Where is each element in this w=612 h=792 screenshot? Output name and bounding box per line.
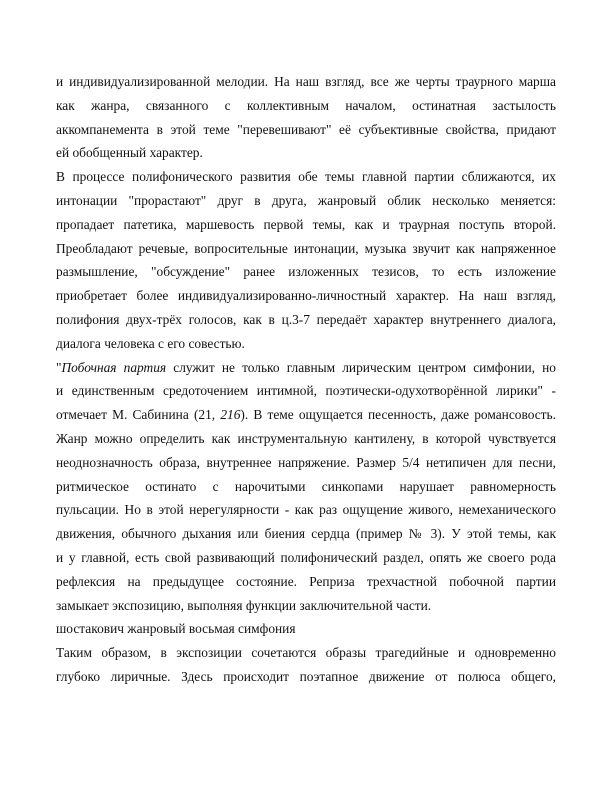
text-line: пульсации. Но в этой нерегулярности - как раз ощущение живого, немеханического [56,502,556,518]
text-line: замыкает экспозицию, выполняя функции заключительной части. [56,597,432,613]
text-line: ритмическое остинато с нарочитыми синкопами нарушает равномерность [56,478,556,494]
text-line: приобретает более индивидуализированно-личностный характер. На наш взгляд, [56,288,556,304]
text-line: движения, обычного дыхания или биения сердца (пример № 3). У этой темы, как [56,526,556,542]
text-line: В процессе полифонического развития обе темы главной партии сближаются, их [56,169,556,185]
text-line [56,356,556,380]
text-line: диалога человека с его совестью. [56,335,245,351]
text-line: пропадает патетика, маршевость первой темы, как и траурная поступь второй. [56,216,556,232]
text-line: полифония двух-трёх голосов, как в ц.3-7 передаёт характер внутреннего диалога, [56,311,556,327]
text-line: Жанр можно определить как инструментальную кантилену, в которой чувствуется [56,430,556,446]
italic-text-segment: 216 [220,407,241,423]
text-line: неоднозначность образа, внутреннее напряжение. Размер 5/4 нетипичен для песни, [56,454,556,470]
text-line: и единственным средоточением интимной, поэтически-одухотворённой лирики" - [56,383,556,399]
text-segment: " [56,359,62,375]
text-line: и индивидуализированной мелодии. На наш взгляд, все же черты траурного марша [56,74,556,89]
text-line: интонации "прорастают" друг в друга, жанровый облик несколько меняется: [56,192,556,208]
text-line [56,403,556,427]
text-line: ей обобщенный характер. [56,145,203,161]
text-segment: отмечает М. Сабинина (21, [56,407,221,423]
text-line: глубоко лиричные. Здесь происходит поэтапное движение от полюса общего, [56,668,556,684]
text-line: размышление, "обсуждение" ранее изложенных тезисов, то есть изложение [56,264,556,280]
text-segment: ). В теме ощущается песенность, даже романсовость. [240,407,556,423]
document-text [56,70,556,689]
text-line: Таким образом, в экспозиции сочетаются образы трагедийные и одновременно [56,645,556,661]
text-line: и у главной, есть свой развивающий полифонический раздел, опять же своего рода [56,549,556,565]
text-line: аккомпанемента в этой теме "перевешивают" её субъективные свойства, придают [56,121,556,137]
text-line: как жанра, связанного с коллективным началом, остинатная застылость [56,97,556,113]
text-line: Преобладают речевые, вопросительные интонации, музыка звучит как напряженное [56,240,556,256]
text-line: рефлексия на предыдущее состояние. Реприза трехчастной побочной партии [56,573,556,589]
text-line: шостакович жанровый восьмая симфония [56,621,296,637]
text-segment: служит не только главным лирическим центром симфонии, но [166,359,556,375]
italic-text-segment: Побочная партия [61,359,167,375]
